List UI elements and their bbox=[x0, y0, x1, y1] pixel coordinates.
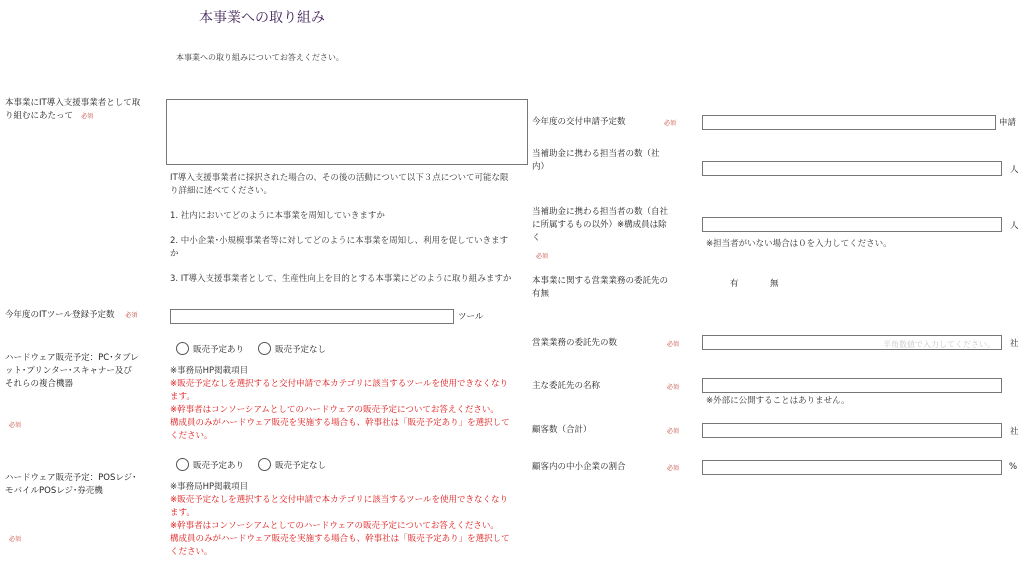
outsourcing-option-yes[interactable]: 有 bbox=[730, 279, 739, 289]
radio-button[interactable] bbox=[258, 342, 271, 355]
main-outsource-input[interactable] bbox=[702, 378, 1002, 393]
customers-unit: 社 bbox=[1010, 427, 1019, 437]
sme-ratio-input[interactable] bbox=[702, 460, 1002, 475]
required-badge: 必須 bbox=[667, 341, 680, 348]
it-tools-unit: ツール bbox=[458, 312, 484, 322]
radio-button[interactable] bbox=[176, 342, 189, 355]
hardware-pos-option-no[interactable]: 販売予定なし bbox=[258, 458, 326, 471]
staff-external-input[interactable] bbox=[702, 217, 1002, 232]
customers-input[interactable] bbox=[702, 423, 1002, 438]
engagement-label: 本事業にIT導入支援事業者として取 り組むにあたって 必須 bbox=[5, 98, 141, 121]
required-badge: 必須 bbox=[125, 312, 138, 319]
sme-ratio-label: 顧客内の中小企業の割合 bbox=[532, 462, 626, 472]
required-badge: 必須 bbox=[9, 422, 22, 429]
hardware-pos-label: ハードウェア販売予定：POSレジ･ モバイルPOSレジ･券売機 bbox=[5, 473, 137, 496]
outsource-count-input[interactable] bbox=[702, 335, 1002, 350]
page-intro: 本事業への取り組みについてお答えください。 bbox=[176, 53, 344, 62]
it-tools-input[interactable] bbox=[170, 309, 454, 324]
hardware-pos-notes: ※事務局HP掲載項目 ※販売予定なしを選択すると交付申請で本カテゴリに該当するツールを使用できなくなり ます。 ※幹事者はコンソーシアムとしてのハードウェアの販売予定についてお答えください。 構成員のみがハードウェア販売を実施する場合も、幹事社は「販売予定あり」を選択して ください。 bbox=[170, 482, 510, 557]
required-badge: 必須 bbox=[536, 253, 549, 260]
grant-apps-unit: 申請 bbox=[999, 118, 1017, 128]
customers-label: 顧客数（合計） bbox=[532, 425, 592, 435]
page-title: 本事業への取り組み bbox=[199, 10, 325, 26]
outsourcing-option-no[interactable]: 無 bbox=[770, 279, 779, 289]
staff-external-label: 当補助金に携わる担当者の数（自社 に所属するもの以外）※構成員は除 く bbox=[532, 207, 669, 243]
radio-button[interactable] bbox=[258, 458, 271, 471]
engagement-textarea[interactable] bbox=[166, 99, 528, 165]
required-badge: 必須 bbox=[667, 428, 680, 435]
staff-internal-unit: 人 bbox=[1010, 165, 1019, 175]
it-tools-label: 今年度のITツール登録予定数 必須 bbox=[5, 310, 138, 320]
outsourcing-label: 本事業に関する営業業務の委託先の 有無 bbox=[532, 276, 669, 299]
radio-button[interactable] bbox=[176, 458, 189, 471]
required-badge: 必須 bbox=[667, 465, 680, 472]
required-badge: 必須 bbox=[664, 120, 677, 127]
required-badge: 必須 bbox=[667, 384, 680, 391]
sme-ratio-unit: % bbox=[1009, 462, 1018, 472]
hardware-pc-label: ハードウェア販売予定：PC･タブレ ット･プリンター･スキャナー及び それらの複合機器 bbox=[5, 353, 139, 389]
staff-internal-label: 当補助金に携わる担当者の数（社 内） bbox=[532, 149, 660, 172]
required-badge: 必須 bbox=[9, 536, 22, 543]
required-badge: 必須 bbox=[81, 113, 94, 120]
main-outsource-label: 主な委託先の名称 bbox=[532, 381, 601, 391]
staff-external-unit: 人 bbox=[1010, 221, 1019, 231]
hardware-pc-option-yes[interactable]: 販売予定あり bbox=[176, 342, 244, 355]
grant-apps-input[interactable] bbox=[702, 115, 996, 130]
main-outsource-note: ※外部に公開することはありません。 bbox=[706, 396, 850, 406]
outsource-count-placeholder: 半角数値で入力してください。 bbox=[883, 340, 995, 349]
staff-external-note: ※担当者がいない場合は０を入力してください。 bbox=[706, 239, 892, 249]
engagement-help: IT導入支援事業者に採択された場合の、その後の活動について以下３点について可能な限 り詳細に述べてください。 1. 社内においてどのように本事業を周知していきますか 2. 中小企業･小規模事業者等に対してどのように本事業を周知し、利用を促していきます か 3. IT導入支援事業者として、生産性向上を目的とする本事業にどのように取り組みますか bbox=[170, 173, 512, 284]
grant-apps-label: 今年度の交付申請予定数 bbox=[532, 117, 626, 127]
outsource-count-unit: 社 bbox=[1010, 339, 1019, 349]
outsource-count-label: 営業業務の委託先の数 bbox=[532, 338, 618, 348]
staff-internal-input[interactable] bbox=[702, 161, 1002, 176]
hardware-pos-option-yes[interactable]: 販売予定あり bbox=[176, 458, 244, 471]
hardware-pc-notes: ※事務局HP掲載項目 ※販売予定なしを選択すると交付申請で本カテゴリに該当するツールを使用できなくなり ます。 ※幹事者はコンソーシアムとしてのハードウェアの販売予定についてお答えください。 構成員のみがハードウェア販売を実施する場合も、幹事社は「販売予定あり」を選択して ください。 bbox=[170, 366, 510, 441]
hardware-pc-option-no[interactable]: 販売予定なし bbox=[258, 342, 326, 355]
